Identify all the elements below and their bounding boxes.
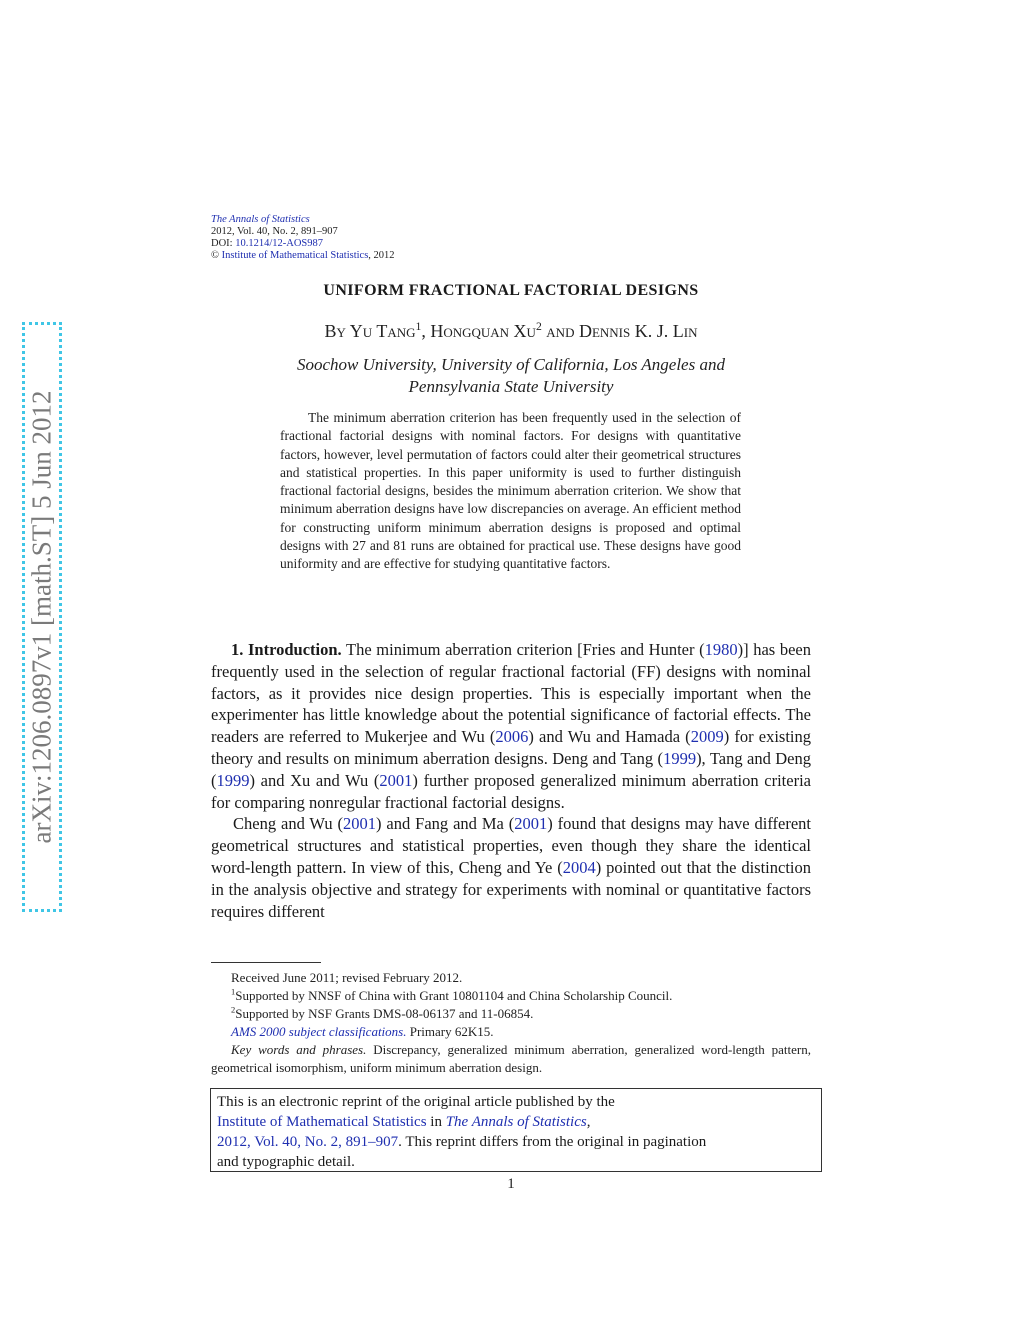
author-xu-footnote-mark[interactable]: 2 <box>535 320 542 333</box>
footnote-2-mark: 2 <box>231 1004 236 1015</box>
reprint-rest-1: . This reprint differs from the original in pagination <box>398 1134 707 1150</box>
citation-link[interactable]: 1999 <box>216 770 250 790</box>
text-run: Cheng and Wu ( <box>233 814 344 834</box>
doi-link[interactable]: 10.1214/12-AOS987 <box>235 238 324 249</box>
footnote-1-text: Supported by NNSF of China with Grant 10801104 and China Scholarship Council. <box>235 988 673 1003</box>
intro-paragraph-2 <box>211 813 811 922</box>
ams-classification-value: Primary 62K15. <box>406 1024 494 1039</box>
text-run: ), Tang and Deng ( <box>211 748 811 790</box>
reprint-notice <box>210 1088 822 1172</box>
arxiv-identifier-stamp <box>22 322 62 912</box>
author-and: and <box>541 321 579 341</box>
affiliations <box>211 354 811 398</box>
copyright-icon: © <box>211 250 219 261</box>
arxiv-identifier-text: arXiv:1206.0897v1 [math.ST] 5 Jun 2012 <box>26 390 57 844</box>
text-run: The minimum aberration criterion [Fries and Hunter ( <box>341 640 705 659</box>
abstract: The minimum aberration criterion has been frequently used in the selection of fractional factorial designs with nominal factors. For designs with quantitative factors, however, level permutation of factors could alter their geometrical structures and statistical properties. In this paper uniformity is used to further distinguish fractional factorial designs, besides the minimum aberration criterion. We show that minimum aberration designs have low discrepancies on average. An efficient method for constructing uniform minimum aberration designs is proposed and optimal designs with 27 and 81 runs are obtained for practical use. These designs have good uniformity and are effective for studying quantitative factors. <box>280 410 741 572</box>
page-number: 1 <box>507 1176 515 1192</box>
citation-link[interactable]: 2004 <box>562 857 596 877</box>
reprint-volume-link[interactable]: 2012, Vol. 40, No. 2, 891–907 <box>217 1134 399 1150</box>
doi-label: DOI: <box>211 238 236 249</box>
section-heading: 1. Introduction. <box>231 640 342 659</box>
by-label: By <box>324 321 350 341</box>
reprint-comma: , <box>586 1114 591 1130</box>
reprint-in: in <box>426 1114 446 1130</box>
citation-link[interactable]: 1980 <box>704 640 738 659</box>
author-lin: Dennis K. J. Lin <box>578 321 698 341</box>
citation-link[interactable]: 2001 <box>343 814 377 834</box>
author-tang-footnote-mark[interactable]: 1 <box>415 320 422 333</box>
keywords-value: Discrepancy, generalized minimum aberration, generalized word-length pattern, geometrical isomorphism, uniform minimum aberration design. <box>211 1042 811 1075</box>
text-run: ) and Xu and Wu ( <box>249 770 380 790</box>
citation-link[interactable]: 2001 <box>379 770 413 790</box>
paper-title: UNIFORM FRACTIONAL FACTORIAL DESIGNS <box>323 282 699 299</box>
reprint-rest-2: and typographic detail. <box>217 1154 355 1170</box>
footnote-divider <box>211 962 321 963</box>
institute-link[interactable]: Institute of Mathematical Statistics <box>221 250 369 261</box>
affiliation-line-2: Pennsylvania State University <box>408 377 614 396</box>
author-tang: Yu Tang <box>349 321 416 341</box>
citation-link[interactable]: 2001 <box>514 814 548 834</box>
affiliation-line-1: Soochow University, University of California, Los Angeles and <box>297 355 725 374</box>
ams-classification-link[interactable]: AMS 2000 subject classifications. <box>231 1024 407 1039</box>
keywords-label: Key words and phrases. <box>231 1042 367 1057</box>
journal-metadata <box>211 214 395 262</box>
footnote-2 <box>211 1005 811 1023</box>
footnote-2-text: Supported by NSF Grants DMS-08-06137 and 11-06854. <box>235 1006 534 1021</box>
citation-link[interactable]: 2006 <box>495 727 529 747</box>
journal-name-link[interactable]: The Annals of Statistics <box>211 214 310 225</box>
received-note: Received June 2011; revised February 2012. <box>231 970 463 985</box>
reprint-institute-link[interactable]: Institute of Mathematical Statistics <box>217 1114 427 1130</box>
footnote-1 <box>211 987 811 1005</box>
journal-volume-info: 2012, Vol. 40, No. 2, 891–907 <box>211 226 338 237</box>
text-run: ) further proposed generalized minimum aberration criteria for comparing nonregular fractional factorial designs. <box>211 770 811 812</box>
text-run: ) found that designs may have different geometrical structures and statistical properties, even though they share the identical word-length pattern. In view of this, Cheng and Ye ( <box>211 814 811 877</box>
text-run: ) pointed out that the distinction in the analysis objective and strategy for experiments with nominal or quantitative factors requires different <box>211 857 812 921</box>
text-run: )] has been frequently used in the selection of regular fractional factorial (FF) designs with nominal factors, as it provides nice design properties. This is especially important when the experimenter has little knowledge about the potential significance of factorial effects. The readers are referred to Mukerjee and Wu ( <box>211 640 811 747</box>
reprint-line-1: This is an electronic reprint of the original article published by the <box>217 1094 615 1110</box>
keywords <box>211 1041 811 1077</box>
footnote-1-mark: 1 <box>231 986 236 997</box>
copyright-year: , 2012 <box>368 250 395 261</box>
citation-link[interactable]: 1999 <box>663 748 697 768</box>
author-xu: Hongquan Xu <box>430 321 536 341</box>
text-run: ) and Wu and Hamada ( <box>528 727 691 747</box>
intro-paragraph-1 <box>211 639 811 813</box>
author-separator: , <box>421 321 431 341</box>
ams-classification <box>211 1023 811 1041</box>
text-run: ) and Fang and Ma ( <box>376 814 515 834</box>
reprint-journal-link[interactable]: The Annals of Statistics <box>445 1114 587 1130</box>
introduction-section <box>211 639 811 922</box>
text-run: ) for existing theory and results on minimum aberration designs. Deng and Tang ( <box>211 727 811 768</box>
citation-link[interactable]: 2009 <box>690 727 724 747</box>
author-line <box>211 321 811 342</box>
footnotes <box>211 969 811 1077</box>
